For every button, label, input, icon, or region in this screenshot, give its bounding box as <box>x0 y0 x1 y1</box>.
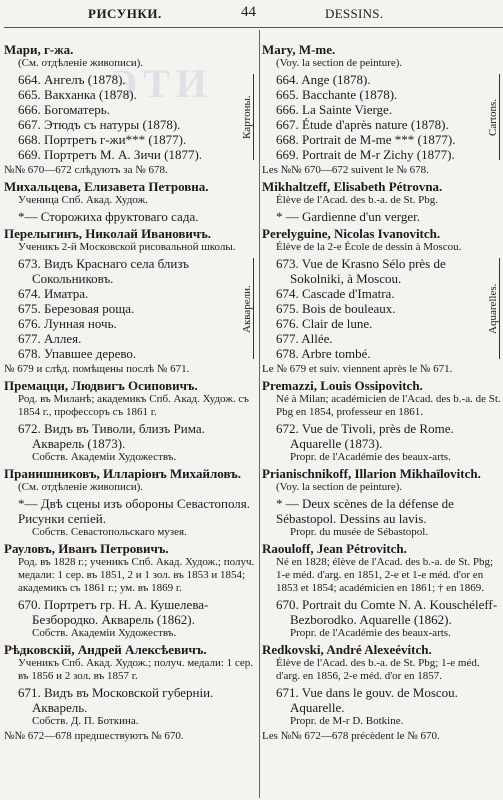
work-item: 670. Портретъ гр. Н. А. Кушелева-Безбородко. Акварель (1862). <box>18 597 209 627</box>
artist-name: Пранишниковъ, Илларіонъ Михайловъ. <box>4 466 241 481</box>
artist-name: Raouloff, Jean Pétrovitch. <box>262 541 407 556</box>
artist-name: Prianischnikoff, Illarion Mikhaïlovitch. <box>262 466 481 481</box>
work-item: 669. Portrait de M-r Zichy (1877). <box>276 147 455 162</box>
group-label: Картоны. <box>241 95 253 139</box>
column-divider <box>259 30 260 798</box>
catalog-entry <box>4 179 256 207</box>
cross-reference: № 679 и слѣд. помѣщены послѣ № 671. <box>4 363 190 375</box>
header-left-title: РИСУНКИ. <box>88 6 162 21</box>
work-group <box>262 256 502 361</box>
owner-note: Собств. Д. П. Боткина. <box>32 715 139 727</box>
catalog-entry <box>262 72 502 162</box>
work-item: 667. Этюдъ съ натуры (1878). <box>18 117 181 132</box>
catalog-entry <box>4 209 256 224</box>
work-item: 675. Bois de bouleaux. <box>276 301 396 316</box>
catalog-entry <box>262 496 502 539</box>
catalog-entry <box>262 378 502 419</box>
owner-note: Propr. de l'Académie des beaux-arts. <box>290 627 451 639</box>
header-rule <box>4 27 503 28</box>
french-column <box>262 42 502 745</box>
catalog-entry <box>262 421 502 464</box>
work-item: 674. Cascade d'Imatra. <box>276 286 395 301</box>
catalog-entry <box>262 209 502 224</box>
catalog-entry <box>262 256 502 361</box>
group-label: Акварели. <box>241 284 253 333</box>
unnumbered-work: * — Gardienne d'un verger. <box>276 209 420 224</box>
owner-note: Собств. Севастопольскаго музея. <box>32 526 187 538</box>
artist-bio: Élève de l'Acad. des b.-a. de St. Pbg. <box>276 194 439 206</box>
artist-bio: Élève de l'Acad. des b.-a. de St. Pbg; 1-e méd. d'arg. en 1856, 2-e méd. d'or en 1857. <box>276 657 480 682</box>
artist-bio: Né en 1828; élève de l'Acad. des b.-a. de St. Pbg; 1-e méd. d'arg. en 1851, 2-e et 1-e méd. d'or en 1853 et 1854; académicien en 1861; † en 1869. <box>276 556 494 594</box>
work-item: 677. Allée. <box>276 331 333 346</box>
artist-bio: Ученикъ 2-й Московской рисовальной школы. <box>18 241 236 253</box>
catalog-entry <box>4 72 256 162</box>
work-group <box>262 72 502 162</box>
work-item: 676. Лунная ночь. <box>18 316 117 331</box>
artist-bio: Ученикъ Спб. Акад. Худож.; получ. медали: 1 сер. въ 1856 и 2 зол. въ 1857 г. <box>18 657 254 682</box>
artist-name: Михальцева, Елизавета Петровна. <box>4 179 209 194</box>
work-item: 664. Ангелъ (1878). <box>18 72 126 87</box>
work-item: 671. Vue dans le gouv. de Moscou. Aquarelle. <box>276 685 458 715</box>
catalog-entry <box>262 363 502 376</box>
catalog-entry <box>262 730 502 743</box>
catalog-entry <box>4 466 256 494</box>
artist-bio: (См. отдѣленіе живописи). <box>18 481 144 493</box>
catalog-entry <box>4 730 256 743</box>
artist-name: Premazzi, Louis Ossipovitch. <box>262 378 423 393</box>
catalog-entry <box>4 642 256 683</box>
artist-name: Mikhaltzeff, Elisabeth Pétrovna. <box>262 179 443 194</box>
owner-note: Propr. de M-r D. Botkine. <box>290 715 404 727</box>
catalog-entry <box>262 685 502 728</box>
header-right-title: DESSINS. <box>325 6 384 21</box>
catalog-entry <box>262 179 502 207</box>
catalog-entry <box>4 496 256 539</box>
work-group <box>4 256 256 361</box>
catalog-entry <box>4 597 256 640</box>
group-label: Aquarelles. <box>487 283 499 334</box>
work-item: 672. Видъ въ Тиволи, близъ Рима. Акварель (1873). <box>18 421 205 451</box>
work-item: 666. Богоматерь. <box>18 102 110 117</box>
catalog-entry <box>262 541 502 595</box>
artist-bio: (См. отдѣленіе живописи). <box>18 57 144 69</box>
catalog-entry <box>4 256 256 361</box>
work-group <box>4 72 256 162</box>
cross-reference: Les №№ 670—672 suivent le № 678. <box>262 164 429 176</box>
work-item: 670. Portrait du Comte N. A. Kouschéleff-Bezborodko. Aquarelle (1862). <box>276 597 498 627</box>
page-number: 44 <box>241 4 256 20</box>
work-item: 666. La Sainte Vierge. <box>276 102 393 117</box>
catalog-entry <box>4 42 256 70</box>
work-item: 665. Bacchante (1878). <box>276 87 398 102</box>
artist-bio: (Voy. la section de peinture). <box>276 57 403 69</box>
page-header <box>0 6 503 28</box>
work-item: 676. Clair de lune. <box>276 316 373 331</box>
work-item: 678. Arbre tombé. <box>276 346 371 361</box>
work-item: 664. Ange (1878). <box>276 72 371 87</box>
owner-note: Собств. Академіи Художествъ. <box>32 451 177 463</box>
work-item: 667. Étude d'après nature (1878). <box>276 117 449 132</box>
catalog-entry <box>4 685 256 728</box>
owner-note: Собств. Академіи Художествъ. <box>32 627 177 639</box>
work-item: 678. Упавшее дерево. <box>18 346 137 361</box>
artist-name: Перелыгинъ, Николай Ивановичъ. <box>4 226 212 241</box>
artist-name: Perelyguine, Nicolas Ivanovitch. <box>262 226 441 241</box>
work-item: 674. Иматра. <box>18 286 89 301</box>
artist-bio: (Voy. la section de peinture). <box>276 481 403 493</box>
catalog-entry <box>4 226 256 254</box>
artist-bio: Ученица Спб. Акад. Худож. <box>18 194 148 206</box>
work-item: 673. Видъ Краснаго села близъ Сокольниковъ. <box>18 256 189 286</box>
work-item: 668. Portrait de M-me *** (1877). <box>276 132 456 147</box>
cross-reference: №№ 672—678 предшествуютъ № 670. <box>4 730 184 742</box>
owner-note: Propr. du musée de Sébastopol. <box>290 526 429 538</box>
artist-bio: Élève de la 2-e École de dessin à Moscou. <box>276 241 462 253</box>
artist-bio: Род. въ Миланѣ; академикъ Спб. Акад. Худож. съ 1854 г., профессоръ съ 1861 г. <box>18 393 249 418</box>
artist-bio: Né à Milan; académicien de l'Acad. des b.-a. de St. Pbg en 1854, professeur en 1861. <box>276 393 501 418</box>
work-item: 673. Vue de Krasno Sélo près de Sokolniki, à Moscou. <box>276 256 446 286</box>
unnumbered-work: * — Deux scènes de la défense de Sébastopol. Dessins au lavis. <box>276 496 454 526</box>
catalog-entry <box>262 642 502 683</box>
cross-reference: Les №№ 672—678 précèdent le № 670. <box>262 730 440 742</box>
catalog-entry <box>4 541 256 595</box>
catalog-entry <box>4 378 256 419</box>
watermark: ЭТИ <box>110 61 213 106</box>
unnumbered-work: *— Сторожиха фруктоваго сада. <box>18 209 199 224</box>
work-item: 668. Портретъ г-жи*** (1877). <box>18 132 187 147</box>
artist-bio: Род. въ 1828 г.; ученикъ Спб. Акад. Худож.; получ. медали: 1 сер. въ 1851, 2 и 1 зол. въ 1853 и 1854; академикъ съ 1861 г.; ум. въ 1869 г. <box>18 556 255 594</box>
work-item: 669. Портретъ М. А. Зичи (1877). <box>18 147 203 162</box>
artist-name: Рауловъ, Иванъ Петровичъ. <box>4 541 169 556</box>
work-item: 665. Вакханка (1878). <box>18 87 137 102</box>
owner-note: Propr. de l'Académie des beaux-arts. <box>290 451 451 463</box>
artist-name: Премацци, Людвигъ Осиповичъ. <box>4 378 198 393</box>
catalog-entry <box>262 597 502 640</box>
catalog-entry <box>262 42 502 70</box>
russian-column <box>4 42 256 745</box>
work-item: 671. Видъ въ Московской губерніи. Акварель. <box>18 685 214 715</box>
unnumbered-work: *— Двѣ сцены изъ обороны Севастополя. Рисунки сепіей. <box>18 496 251 526</box>
work-item: 677. Аллея. <box>18 331 82 346</box>
work-item: 675. Березовая роща. <box>18 301 135 316</box>
cross-reference: №№ 670—672 слѣдуютъ за № 678. <box>4 164 168 176</box>
catalog-entry <box>4 363 256 376</box>
catalog-entry <box>262 466 502 494</box>
artist-name: Мари, г-жа. <box>4 42 74 57</box>
catalog-entry <box>262 164 502 177</box>
work-item: 672. Vue de Tivoli, près de Rome. Aquarelle (1873). <box>276 421 454 451</box>
cross-reference: Le № 679 et suiv. viennent après le № 671. <box>262 363 453 375</box>
artist-name: Redkovski, André Alexeévitch. <box>262 642 432 657</box>
catalog-entry <box>4 421 256 464</box>
artist-name: Рѣдковскій, Андрей Алексѣевичъ. <box>4 642 207 657</box>
catalog-entry <box>262 226 502 254</box>
catalog-entry <box>4 164 256 177</box>
artist-name: Mary, M-me. <box>262 42 336 57</box>
group-label: Cartons. <box>487 98 499 136</box>
